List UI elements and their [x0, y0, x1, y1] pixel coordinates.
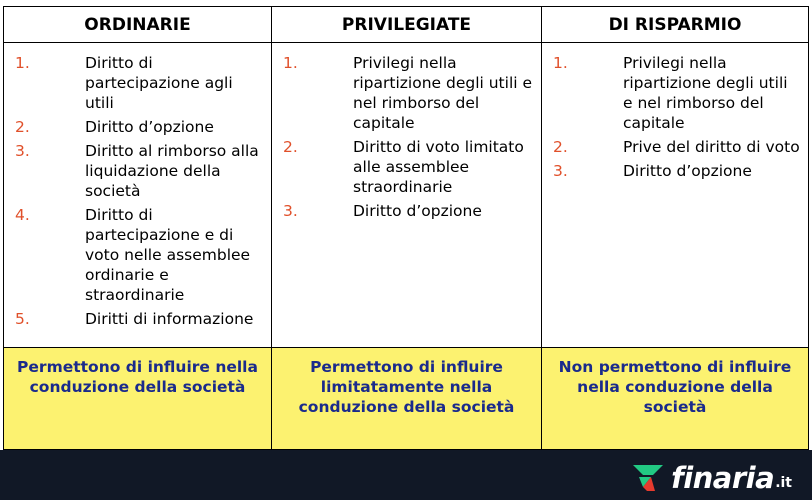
column-ordinarie-rights — [4, 43, 272, 347]
item-number: 2. — [553, 138, 568, 156]
column-di-risparmio-rights — [542, 43, 808, 347]
item-text: Diritto di partecipazione e di voto nelle assemblee ordinarie e straordinarie — [85, 206, 251, 304]
item-text: Prive del diritto di voto — [623, 138, 800, 156]
item-text: Diritto d’opzione — [85, 118, 214, 136]
item-text: Diritti di informazione — [85, 310, 254, 328]
item-text: Diritto di partecipazione agli utili — [85, 54, 233, 112]
list-item — [272, 137, 541, 197]
list-item — [4, 309, 271, 329]
list-item — [542, 137, 808, 157]
item-number: 1. — [15, 54, 30, 72]
shares-comparison-table — [3, 6, 809, 450]
item-text: Diritto di voto limitato alle assemblee straordinarie — [353, 138, 524, 196]
header-ordinarie: ORDINARIE — [4, 7, 272, 43]
item-number: 2. — [283, 138, 298, 156]
list-item — [542, 53, 808, 133]
item-text: Privilegi nella ripartizione degli utili e nel rimborso del capitale — [353, 54, 533, 132]
header-di-risparmio: DI RISPARMIO — [542, 7, 808, 43]
summary-text: Permettono di influire limitatamente nella conduzione della società — [298, 358, 515, 416]
brand-name: finaria — [671, 461, 775, 495]
list-item — [4, 141, 271, 201]
item-number: 1. — [553, 54, 568, 72]
brand-footer-bar — [0, 450, 812, 500]
brand-tld: .it — [775, 475, 792, 491]
footer-privilegiate-summary — [272, 347, 542, 449]
list-item — [272, 53, 541, 133]
header-privilegiate: PRIVILEGIATE — [272, 7, 542, 43]
summary-text: Permettono di influire nella conduzione della società — [17, 358, 258, 396]
item-number: 1. — [283, 54, 298, 72]
item-number: 4. — [15, 206, 30, 224]
item-number: 3. — [553, 162, 568, 180]
list-item — [272, 201, 541, 221]
footer-di-risparmio-summary — [542, 347, 808, 449]
footer-ordinarie-summary — [4, 347, 272, 449]
list-item — [4, 205, 271, 305]
item-text: Privilegi nella ripartizione degli utili e nel rimborso del capitale — [623, 54, 788, 132]
item-number: 3. — [283, 202, 298, 220]
list-item — [4, 53, 271, 113]
item-number: 3. — [15, 142, 30, 160]
item-text: Diritto d’opzione — [623, 162, 752, 180]
item-number: 5. — [15, 310, 30, 328]
item-number: 2. — [15, 118, 30, 136]
finaria-logo[interactable] — [631, 461, 792, 495]
list-item — [542, 161, 808, 181]
item-text: Diritto al rimborso alla liquidazione della società — [85, 142, 259, 200]
item-text: Diritto d’opzione — [353, 202, 482, 220]
summary-text: Non permettono di influire nella conduzione della società — [558, 358, 792, 416]
list-item — [4, 117, 271, 137]
finaria-logo-icon — [631, 463, 665, 493]
column-privilegiate-rights — [272, 43, 542, 347]
